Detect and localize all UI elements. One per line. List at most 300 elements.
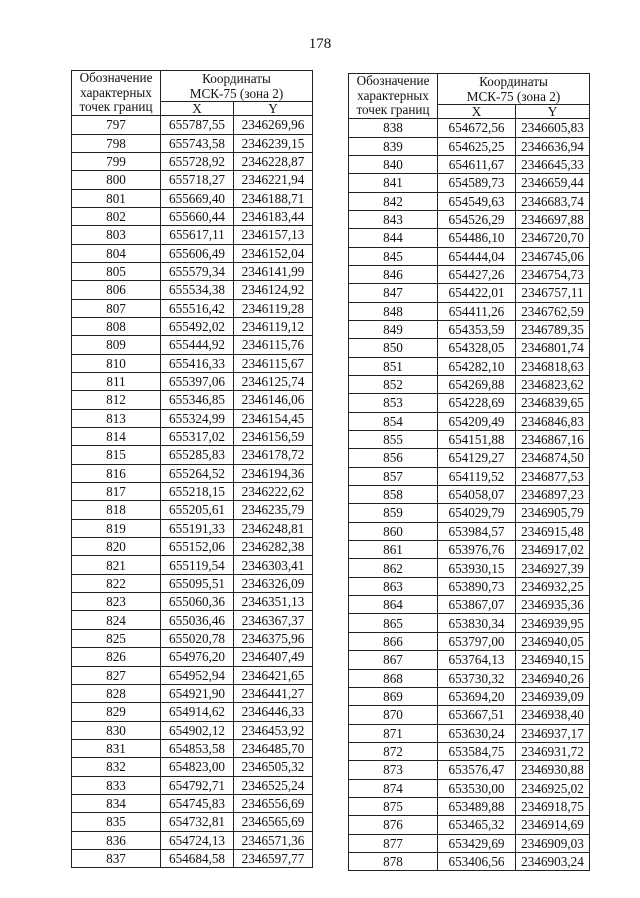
x-cell: 654129,27 — [438, 449, 516, 467]
x-cell: 655606,49 — [161, 244, 234, 262]
point-number-cell: 801 — [72, 189, 161, 207]
y-cell: 2346909,03 — [516, 834, 590, 852]
point-number-cell: 850 — [349, 339, 438, 357]
x-cell: 654151,88 — [438, 431, 516, 449]
y-cell: 2346446,33 — [234, 703, 313, 721]
table-row — [349, 816, 590, 834]
x-cell: 655397,06 — [161, 373, 234, 391]
table-row — [72, 611, 313, 629]
table-row — [72, 758, 313, 776]
point-number-cell: 821 — [72, 556, 161, 574]
x-cell: 655416,33 — [161, 354, 234, 372]
table-row — [349, 559, 590, 577]
point-number-cell: 811 — [72, 373, 161, 391]
y-cell: 2346762,59 — [516, 302, 590, 320]
table-row — [72, 464, 313, 482]
table-row — [72, 317, 313, 335]
y-cell: 2346156,59 — [234, 428, 313, 446]
table-row — [349, 155, 590, 173]
table-row — [72, 684, 313, 702]
coords-header: Координаты — [438, 74, 590, 90]
y-cell: 2346839,65 — [516, 394, 590, 412]
x-cell: 653830,34 — [438, 614, 516, 632]
point-number-cell: 835 — [72, 813, 161, 831]
x-cell: 654853,58 — [161, 739, 234, 757]
y-cell: 2346115,76 — [234, 336, 313, 354]
table-row — [72, 116, 313, 134]
x-cell: 654282,10 — [438, 357, 516, 375]
table-row — [72, 776, 313, 794]
x-cell: 654611,67 — [438, 155, 516, 173]
table-row — [72, 538, 313, 556]
x-cell: 654732,81 — [161, 813, 234, 831]
x-cell: 654486,10 — [438, 229, 516, 247]
x-cell: 655285,83 — [161, 446, 234, 464]
point-number-cell: 804 — [72, 244, 161, 262]
table-row — [72, 152, 313, 170]
x-cell: 654792,71 — [161, 776, 234, 794]
table-row — [349, 467, 590, 485]
x-cell: 654625,25 — [438, 137, 516, 155]
coordinates-table-right — [348, 73, 590, 871]
table-row — [72, 171, 313, 189]
y-cell: 2346183,44 — [234, 207, 313, 225]
x-cell: 655346,85 — [161, 391, 234, 409]
table-row — [72, 262, 313, 280]
table-row — [72, 721, 313, 739]
table-row — [349, 522, 590, 540]
point-number-cell: 819 — [72, 519, 161, 537]
table-row — [72, 629, 313, 647]
y-cell: 2346124,92 — [234, 281, 313, 299]
y-cell: 2346683,74 — [516, 192, 590, 210]
point-number-cell: 871 — [349, 724, 438, 742]
y-cell: 2346351,13 — [234, 593, 313, 611]
point-number-cell: 838 — [349, 119, 438, 137]
y-cell: 2346823,62 — [516, 376, 590, 394]
point-number-cell: 807 — [72, 299, 161, 317]
x-cell: 655660,44 — [161, 207, 234, 225]
table-row — [349, 412, 590, 430]
y-cell: 2346867,16 — [516, 431, 590, 449]
x-cell: 655743,58 — [161, 134, 234, 152]
point-number-cell: 856 — [349, 449, 438, 467]
y-cell: 2346228,87 — [234, 152, 313, 170]
y-cell: 2346282,38 — [234, 538, 313, 556]
x-cell: 653429,69 — [438, 834, 516, 852]
x-cell: 654269,88 — [438, 376, 516, 394]
x-cell: 653465,32 — [438, 816, 516, 834]
y-cell: 2346119,12 — [234, 317, 313, 335]
table-row — [349, 302, 590, 320]
x-cell: 654549,63 — [438, 192, 516, 210]
point-number-cell: 860 — [349, 522, 438, 540]
y-cell: 2346152,04 — [234, 244, 313, 262]
x-cell: 653584,75 — [438, 742, 516, 760]
point-number-cell: 802 — [72, 207, 161, 225]
point-number-cell: 876 — [349, 816, 438, 834]
x-cell: 654823,00 — [161, 758, 234, 776]
point-number-cell: 852 — [349, 376, 438, 394]
x-cell: 655264,52 — [161, 464, 234, 482]
x-cell: 655317,02 — [161, 428, 234, 446]
table-row — [72, 849, 313, 867]
point-number-cell: 799 — [72, 152, 161, 170]
y-cell: 2346248,81 — [234, 519, 313, 537]
point-number-cell: 806 — [72, 281, 161, 299]
y-cell: 2346645,33 — [516, 155, 590, 173]
point-number-cell: 828 — [72, 684, 161, 702]
table-row — [349, 486, 590, 504]
table-row — [72, 373, 313, 391]
x-cell: 654427,26 — [438, 265, 516, 283]
point-number-cell: 843 — [349, 210, 438, 228]
y-cell: 2346918,75 — [516, 797, 590, 815]
x-cell: 655617,11 — [161, 226, 234, 244]
x-cell: 654526,29 — [438, 210, 516, 228]
table-row — [349, 797, 590, 815]
point-number-cell: 832 — [72, 758, 161, 776]
x-cell: 653630,24 — [438, 724, 516, 742]
table-row — [349, 742, 590, 760]
point-number-cell: 798 — [72, 134, 161, 152]
x-cell: 654976,20 — [161, 648, 234, 666]
point-number-cell: 815 — [72, 446, 161, 464]
table-row — [349, 632, 590, 650]
x-cell: 653930,15 — [438, 559, 516, 577]
y-header: Y — [516, 105, 590, 119]
point-number-cell: 817 — [72, 483, 161, 501]
y-cell: 2346157,13 — [234, 226, 313, 244]
point-number-cell: 825 — [72, 629, 161, 647]
y-cell: 2346441,27 — [234, 684, 313, 702]
table-row — [72, 409, 313, 427]
point-number-cell: 870 — [349, 706, 438, 724]
table-row — [72, 189, 313, 207]
table-row — [72, 813, 313, 831]
x-cell: 654589,73 — [438, 174, 516, 192]
point-number-cell: 824 — [72, 611, 161, 629]
table-row — [349, 577, 590, 595]
y-cell: 2346154,45 — [234, 409, 313, 427]
coords-system-header: МСК-75 (зона 2) — [438, 89, 590, 105]
y-cell: 2346938,40 — [516, 706, 590, 724]
point-number-cell: 864 — [349, 596, 438, 614]
x-cell: 654724,13 — [161, 831, 234, 849]
x-cell: 655444,92 — [161, 336, 234, 354]
point-number-cell: 797 — [72, 116, 161, 134]
point-number-cell: 859 — [349, 504, 438, 522]
y-cell: 2346932,25 — [516, 577, 590, 595]
x-cell: 654353,59 — [438, 320, 516, 338]
coordinates-table-left — [71, 70, 313, 868]
y-cell: 2346269,96 — [234, 116, 313, 134]
table-row — [349, 192, 590, 210]
y-cell: 2346877,53 — [516, 467, 590, 485]
table-row — [72, 299, 313, 317]
y-cell: 2346745,06 — [516, 247, 590, 265]
x-cell: 655036,46 — [161, 611, 234, 629]
x-cell: 653730,32 — [438, 669, 516, 687]
y-cell: 2346903,24 — [516, 852, 590, 870]
table-row — [349, 706, 590, 724]
y-cell: 2346222,62 — [234, 483, 313, 501]
table-row — [349, 320, 590, 338]
table-row — [349, 247, 590, 265]
point-number-cell: 812 — [72, 391, 161, 409]
y-cell: 2346925,02 — [516, 779, 590, 797]
point-number-cell: 853 — [349, 394, 438, 412]
table-row — [72, 666, 313, 684]
table-row — [72, 134, 313, 152]
point-number-cell: 866 — [349, 632, 438, 650]
point-number-cell: 841 — [349, 174, 438, 192]
x-cell: 653694,20 — [438, 687, 516, 705]
coords-header: Координаты — [161, 71, 313, 87]
y-cell: 2346375,96 — [234, 629, 313, 647]
y-cell: 2346141,99 — [234, 262, 313, 280]
point-number-cell: 803 — [72, 226, 161, 244]
table-row — [349, 119, 590, 137]
point-number-cell: 851 — [349, 357, 438, 375]
y-cell: 2346407,49 — [234, 648, 313, 666]
table-row — [72, 739, 313, 757]
y-cell: 2346697,88 — [516, 210, 590, 228]
table-row — [349, 284, 590, 302]
y-cell: 2346597,77 — [234, 849, 313, 867]
point-number-cell: 857 — [349, 467, 438, 485]
y-cell: 2346421,65 — [234, 666, 313, 684]
point-label-header: Обозначение характерных точек границ — [72, 71, 161, 116]
point-number-cell: 847 — [349, 284, 438, 302]
table-row — [72, 281, 313, 299]
table-row — [349, 174, 590, 192]
table-row — [72, 703, 313, 721]
point-label-header: Обозначение характерных точек границ — [349, 74, 438, 119]
x-cell: 654058,07 — [438, 486, 516, 504]
y-cell: 2346235,79 — [234, 501, 313, 519]
point-number-cell: 878 — [349, 852, 438, 870]
x-cell: 655119,54 — [161, 556, 234, 574]
table-row — [72, 336, 313, 354]
point-number-cell: 816 — [72, 464, 161, 482]
x-cell: 653530,00 — [438, 779, 516, 797]
point-number-cell: 834 — [72, 794, 161, 812]
y-cell: 2346720,70 — [516, 229, 590, 247]
table-row — [72, 648, 313, 666]
point-number-cell: 818 — [72, 501, 161, 519]
x-header: X — [438, 105, 516, 119]
point-number-cell: 810 — [72, 354, 161, 372]
point-number-cell: 836 — [72, 831, 161, 849]
y-cell: 2346239,15 — [234, 134, 313, 152]
point-number-cell: 873 — [349, 761, 438, 779]
coords-system-header: МСК-75 (зона 2) — [161, 86, 313, 102]
table-row — [72, 501, 313, 519]
table-row — [72, 226, 313, 244]
table-row — [349, 339, 590, 357]
point-number-cell: 862 — [349, 559, 438, 577]
x-cell: 654902,12 — [161, 721, 234, 739]
y-cell: 2346874,50 — [516, 449, 590, 467]
table-row — [349, 504, 590, 522]
y-cell: 2346757,11 — [516, 284, 590, 302]
point-number-cell: 808 — [72, 317, 161, 335]
table-row — [349, 265, 590, 283]
table-row — [72, 244, 313, 262]
table-row — [349, 687, 590, 705]
y-cell: 2346897,23 — [516, 486, 590, 504]
x-cell: 655191,33 — [161, 519, 234, 537]
x-cell: 654684,58 — [161, 849, 234, 867]
table-row — [72, 519, 313, 537]
y-cell: 2346789,35 — [516, 320, 590, 338]
y-cell: 2346818,63 — [516, 357, 590, 375]
point-number-cell: 837 — [72, 849, 161, 867]
point-number-cell: 854 — [349, 412, 438, 430]
y-cell: 2346939,09 — [516, 687, 590, 705]
table-row — [349, 834, 590, 852]
table-body-left — [72, 116, 313, 868]
y-cell: 2346935,36 — [516, 596, 590, 614]
point-number-cell: 874 — [349, 779, 438, 797]
y-cell: 2346940,05 — [516, 632, 590, 650]
table-row — [349, 210, 590, 228]
point-number-cell: 830 — [72, 721, 161, 739]
point-number-cell: 863 — [349, 577, 438, 595]
point-number-cell: 855 — [349, 431, 438, 449]
x-cell: 654444,04 — [438, 247, 516, 265]
y-cell: 2346453,92 — [234, 721, 313, 739]
y-cell: 2346931,72 — [516, 742, 590, 760]
point-number-cell: 845 — [349, 247, 438, 265]
y-cell: 2346659,44 — [516, 174, 590, 192]
table-body-right — [349, 119, 590, 871]
x-header: X — [161, 102, 234, 116]
y-cell: 2346940,15 — [516, 651, 590, 669]
point-number-cell: 827 — [72, 666, 161, 684]
table-row — [349, 449, 590, 467]
x-cell: 653489,88 — [438, 797, 516, 815]
x-cell: 653667,51 — [438, 706, 516, 724]
table-row — [349, 669, 590, 687]
table-row — [72, 794, 313, 812]
point-number-cell: 826 — [72, 648, 161, 666]
y-cell: 2346917,02 — [516, 541, 590, 559]
table-row — [349, 541, 590, 559]
y-cell: 2346178,72 — [234, 446, 313, 464]
x-cell: 654745,83 — [161, 794, 234, 812]
table-row — [72, 574, 313, 592]
y-cell: 2346505,32 — [234, 758, 313, 776]
y-cell: 2346367,37 — [234, 611, 313, 629]
point-number-cell: 872 — [349, 742, 438, 760]
table-row — [72, 391, 313, 409]
point-number-cell: 865 — [349, 614, 438, 632]
point-number-cell: 809 — [72, 336, 161, 354]
point-number-cell: 846 — [349, 265, 438, 283]
table-row — [349, 431, 590, 449]
table-row — [349, 614, 590, 632]
y-cell: 2346905,79 — [516, 504, 590, 522]
x-cell: 653764,13 — [438, 651, 516, 669]
x-cell: 655324,99 — [161, 409, 234, 427]
y-cell: 2346937,17 — [516, 724, 590, 742]
table-row — [72, 428, 313, 446]
x-cell: 654228,69 — [438, 394, 516, 412]
x-cell: 654328,05 — [438, 339, 516, 357]
y-cell: 2346188,71 — [234, 189, 313, 207]
y-cell: 2346930,88 — [516, 761, 590, 779]
y-cell: 2346194,36 — [234, 464, 313, 482]
y-cell: 2346754,73 — [516, 265, 590, 283]
x-cell: 653576,47 — [438, 761, 516, 779]
x-cell: 655669,40 — [161, 189, 234, 207]
x-cell: 653867,07 — [438, 596, 516, 614]
table-row — [349, 357, 590, 375]
y-cell: 2346571,36 — [234, 831, 313, 849]
y-cell: 2346525,24 — [234, 776, 313, 794]
y-cell: 2346605,83 — [516, 119, 590, 137]
x-cell: 654914,62 — [161, 703, 234, 721]
table-row — [72, 556, 313, 574]
point-number-cell: 822 — [72, 574, 161, 592]
y-cell: 2346914,69 — [516, 816, 590, 834]
y-cell: 2346636,94 — [516, 137, 590, 155]
x-cell: 655516,42 — [161, 299, 234, 317]
x-cell: 654672,56 — [438, 119, 516, 137]
table-row — [72, 207, 313, 225]
y-cell: 2346927,39 — [516, 559, 590, 577]
x-cell: 653984,57 — [438, 522, 516, 540]
x-cell: 653890,73 — [438, 577, 516, 595]
table-row — [349, 651, 590, 669]
x-cell: 653797,00 — [438, 632, 516, 650]
point-number-cell: 823 — [72, 593, 161, 611]
point-number-cell: 867 — [349, 651, 438, 669]
x-cell: 655095,51 — [161, 574, 234, 592]
point-number-cell: 844 — [349, 229, 438, 247]
table-row — [72, 354, 313, 372]
y-cell: 2346326,09 — [234, 574, 313, 592]
point-number-cell: 800 — [72, 171, 161, 189]
x-cell: 655020,78 — [161, 629, 234, 647]
y-cell: 2346939,95 — [516, 614, 590, 632]
point-number-cell: 861 — [349, 541, 438, 559]
point-number-cell: 849 — [349, 320, 438, 338]
x-cell: 655718,27 — [161, 171, 234, 189]
y-cell: 2346303,41 — [234, 556, 313, 574]
point-number-cell: 813 — [72, 409, 161, 427]
y-cell: 2346940,26 — [516, 669, 590, 687]
y-cell: 2346801,74 — [516, 339, 590, 357]
table-row — [72, 446, 313, 464]
table-row — [349, 724, 590, 742]
table-row — [349, 596, 590, 614]
y-cell: 2346565,69 — [234, 813, 313, 831]
table-row — [349, 137, 590, 155]
table-row — [349, 229, 590, 247]
point-number-cell: 848 — [349, 302, 438, 320]
point-number-cell: 858 — [349, 486, 438, 504]
point-number-cell: 820 — [72, 538, 161, 556]
point-number-cell: 833 — [72, 776, 161, 794]
point-number-cell: 875 — [349, 797, 438, 815]
y-header: Y — [234, 102, 313, 116]
table-row — [349, 376, 590, 394]
y-cell: 2346846,83 — [516, 412, 590, 430]
x-cell: 653406,56 — [438, 852, 516, 870]
